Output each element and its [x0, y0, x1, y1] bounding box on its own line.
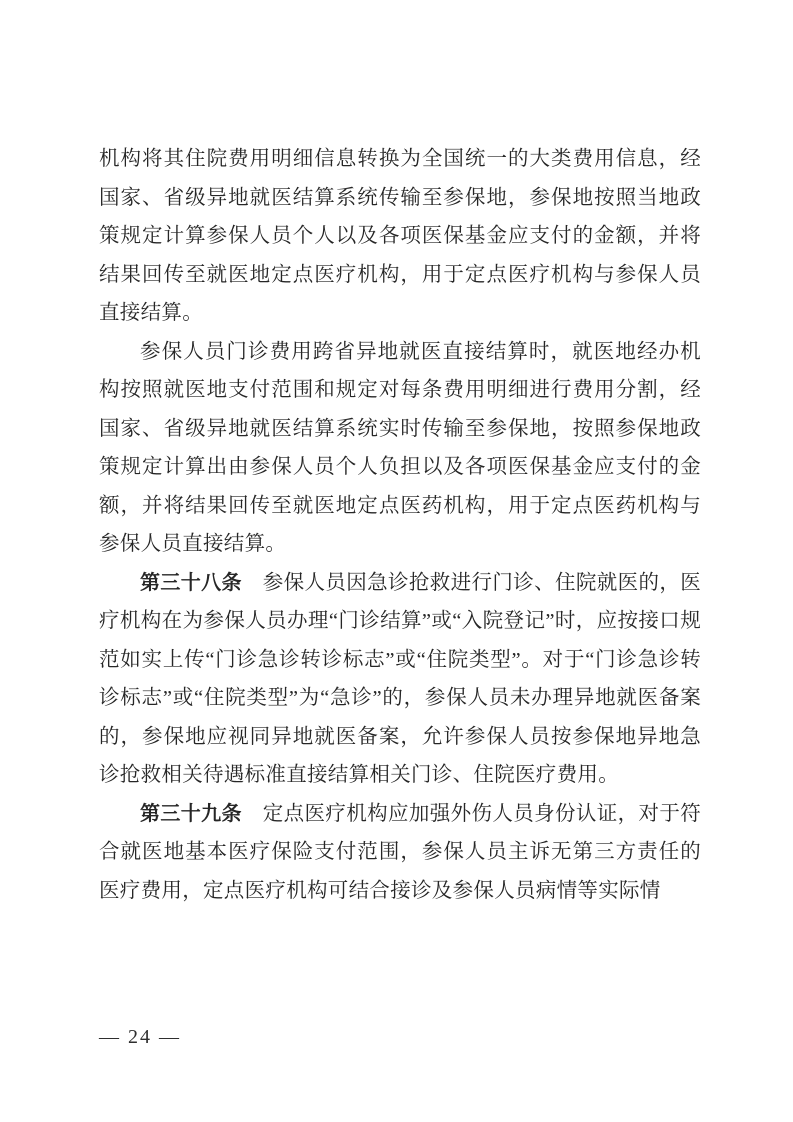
paragraph [99, 795, 701, 911]
paragraph [99, 140, 701, 333]
paragraph [99, 564, 701, 795]
paragraph-text: 参保人员因急诊抢救进行门诊、住院就医的，医疗机构在为参保人员办理“门诊结算”或“入院登记”时，应按接口规范如实上传“门诊急诊转诊标志”或“住院类型”。对于“门诊急诊转诊标志”或“住院类型”为“急诊”的，参保人员未办理异地就医备案的，参保地应视同异地就医备案，允许参保人员按参保地异地急诊抢救相关待遇标准直接结算相关门诊、住院医疗费用。 [99, 571, 702, 786]
document-body [99, 140, 701, 910]
page-number: — 24 — [99, 1026, 181, 1048]
paragraph-text: 参保人员门诊费用跨省异地就医直接结算时，就医地经办机构按照就医地支付范围和规定对每条费用明细进行费用分割，经国家、省级异地就医结算系统实时传输至参保地，按照参保地政策规定计算出由参保人员个人负担以及各项医保基金应支付的金额，并将结果回传至就医地定点医药机构，用于定点医药机构与参保人员直接结算。 [99, 340, 701, 555]
paragraph-text: 定点医疗机构应加强外伤人员身份认证，对于符合就医地基本医疗保险支付范围，参保人员主诉无第三方责任的医疗费用，定点医疗机构可结合接诊及参保人员病情等实际情 [99, 802, 702, 902]
article-number: 第三十九条 [140, 802, 242, 825]
paragraph-text: 机构将其住院费用明细信息转换为全国统一的大类费用信息，经国家、省级异地就医结算系统传输至参保地，参保地按照当地政策规定计算参保人员个人以及各项医保基金应支付的金额，并将结果回传至就医地定点医疗机构，用于定点医疗机构与参保人员直接结算。 [99, 148, 701, 324]
paragraph [99, 333, 701, 564]
article-number: 第三十八条 [140, 571, 242, 594]
page-footer [99, 1026, 181, 1049]
